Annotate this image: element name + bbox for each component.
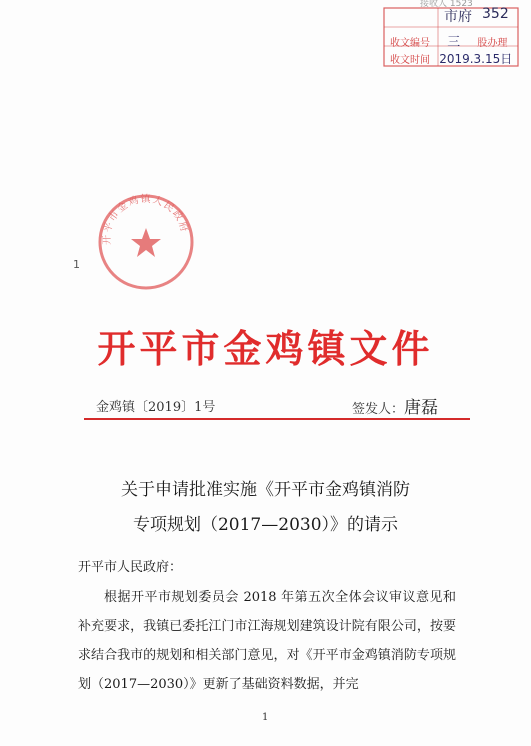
signer-name: 唐磊 [404, 398, 439, 418]
stamp-row-number-value: 三 [447, 35, 461, 50]
signer [352, 393, 438, 418]
stamp-handwritten-id: 市府 [444, 9, 472, 25]
salutation: 开平市人民政府： [78, 560, 183, 575]
stamp-top-faint-text: 接收人 1523 [420, 0, 473, 9]
header-divider [84, 418, 470, 420]
margin-mark: 1 [73, 258, 80, 271]
stamp-row-number [390, 31, 507, 50]
seal-star-icon [131, 228, 161, 257]
stamp-row-time [390, 50, 512, 67]
stamp-handwritten-number: 352 [482, 6, 509, 22]
stamp-row-number-suffix: 股办理 [477, 38, 508, 49]
seal-ring-text: 开平市金鸡镇人民政府 [101, 194, 190, 245]
subject-line-1: 关于申请批准实施《开平市金鸡镇消防 [121, 480, 410, 500]
body-text: 根据开平市规划委员会 2018 年第五次全体会议审议意见和补充要求，我镇已委托江门市江海规划建筑设计院有限公司，按要求结合我市的规划和相关部门意见，对《开平市金鸡镇消防专项规划（2017—2030）》更新了基础资料数据，并完 [78, 590, 456, 692]
page-number: 1 [262, 712, 269, 723]
stamp-row-time-value: 2019.3.15日 [439, 52, 513, 66]
stamp-row-number-label: 收文编号 [390, 38, 430, 49]
body-paragraph [78, 583, 456, 699]
seal-graphic [96, 192, 196, 292]
stamp-row-time-label: 收文时间 [390, 55, 430, 66]
receipt-stamp [382, 2, 522, 68]
signer-label: 签发人： [352, 402, 405, 417]
document-number: 金鸡镇〔2019〕1号 [96, 400, 216, 415]
subject-line-2: 专项规划（2017—2030）》的请示 [132, 515, 399, 535]
document-title: 开平市金鸡镇文件 [97, 326, 434, 371]
official-seal [96, 192, 196, 292]
